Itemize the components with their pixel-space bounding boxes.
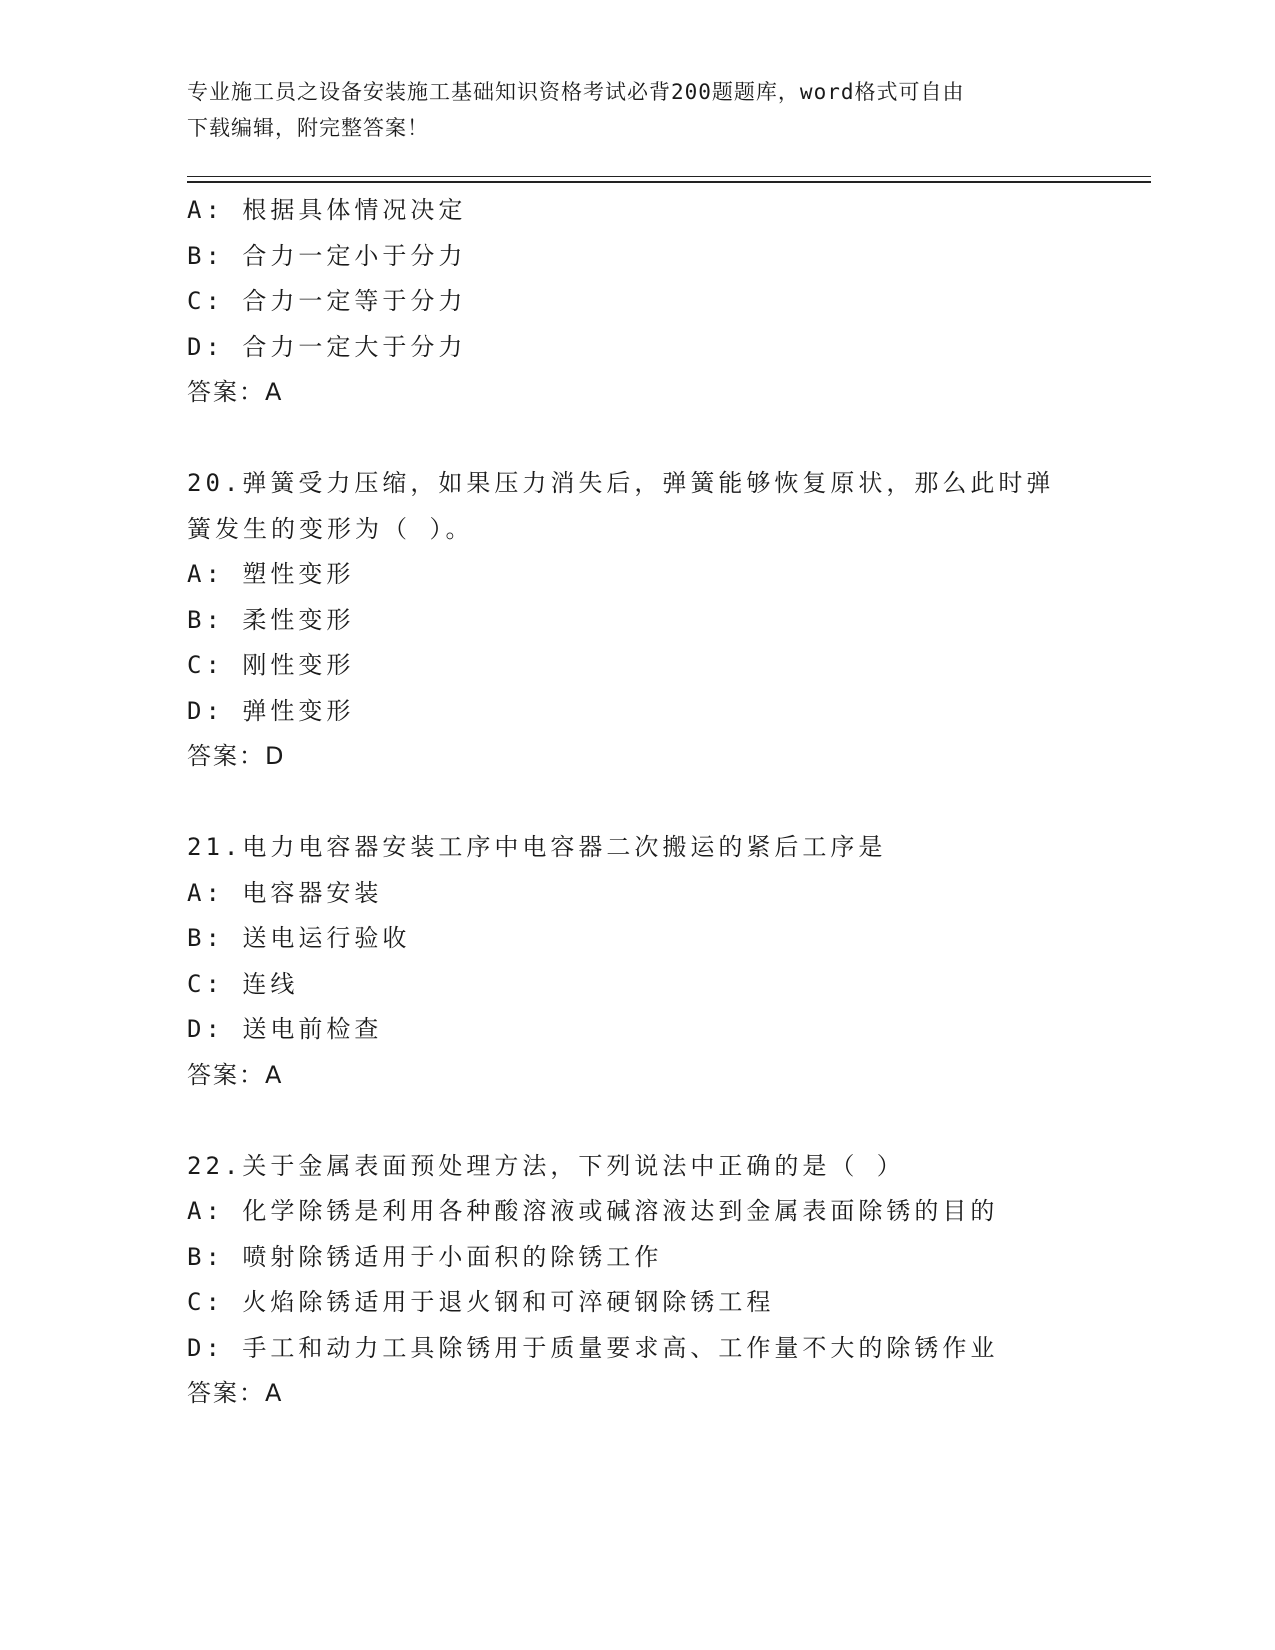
option-a: A: 根据具体情况决定 xyxy=(187,196,467,224)
answer: 答案：A xyxy=(187,1379,284,1407)
header-line-2: 下载编辑，附完整答案！ xyxy=(187,116,429,140)
option-c: C: 刚性变形 xyxy=(187,651,355,679)
option-d: D: 送电前检查 xyxy=(187,1015,383,1043)
question-19 xyxy=(187,188,1151,416)
answer: 答案：A xyxy=(187,1060,284,1089)
question-20 xyxy=(187,461,1151,780)
question-22 xyxy=(187,1144,1151,1417)
spacer xyxy=(187,780,1151,826)
option-c: C: 火焰除锈适用于退火钢和可淬硬钢除锈工程 xyxy=(187,1288,775,1316)
question-text: 20.弹簧受力压缩，如果压力消失后，弹簧能够恢复原状，那么此时弹 xyxy=(187,469,1055,497)
header-divider-thin xyxy=(187,176,1151,177)
option-b: B: 柔性变形 xyxy=(187,605,355,634)
option-a: A: 化学除锈是利用各种酸溶液或碱溶液达到金属表面除锈的目的 xyxy=(187,1197,999,1225)
document-header xyxy=(187,74,1087,146)
spacer xyxy=(187,1098,1151,1144)
option-a: A: 塑性变形 xyxy=(187,560,355,588)
option-c: C: 合力一定等于分力 xyxy=(187,287,467,315)
answer: 答案：D xyxy=(187,742,286,770)
answer: 答案：A xyxy=(187,378,284,406)
option-b: B: 合力一定小于分力 xyxy=(187,241,467,270)
spacer xyxy=(187,416,1151,462)
option-b: B: 喷射除锈适用于小面积的除锈工作 xyxy=(187,1242,663,1271)
option-c: C: 连线 xyxy=(187,969,299,998)
option-d: D: 弹性变形 xyxy=(187,696,355,725)
option-b: B: 送电运行验收 xyxy=(187,924,411,952)
question-text: 22.关于金属表面预处理方法，下列说法中正确的是（ ） xyxy=(187,1151,905,1180)
option-d: D: 合力一定大于分力 xyxy=(187,332,467,361)
question-list xyxy=(187,188,1151,1417)
question-text-continued: 簧发生的变形为（ ）。 xyxy=(187,514,474,543)
question-21 xyxy=(187,825,1151,1098)
question-text: 21.电力电容器安装工序中电容器二次搬运的紧后工序是 xyxy=(187,833,887,861)
header-line-1: 专业施工员之设备安装施工基础知识资格考试必背200题题库，word格式可自由 xyxy=(187,80,965,104)
option-d: D: 手工和动力工具除锈用于质量要求高、工作量不大的除锈作业 xyxy=(187,1333,999,1362)
header-divider-thick xyxy=(187,181,1151,183)
option-a: A: 电容器安装 xyxy=(187,878,383,907)
